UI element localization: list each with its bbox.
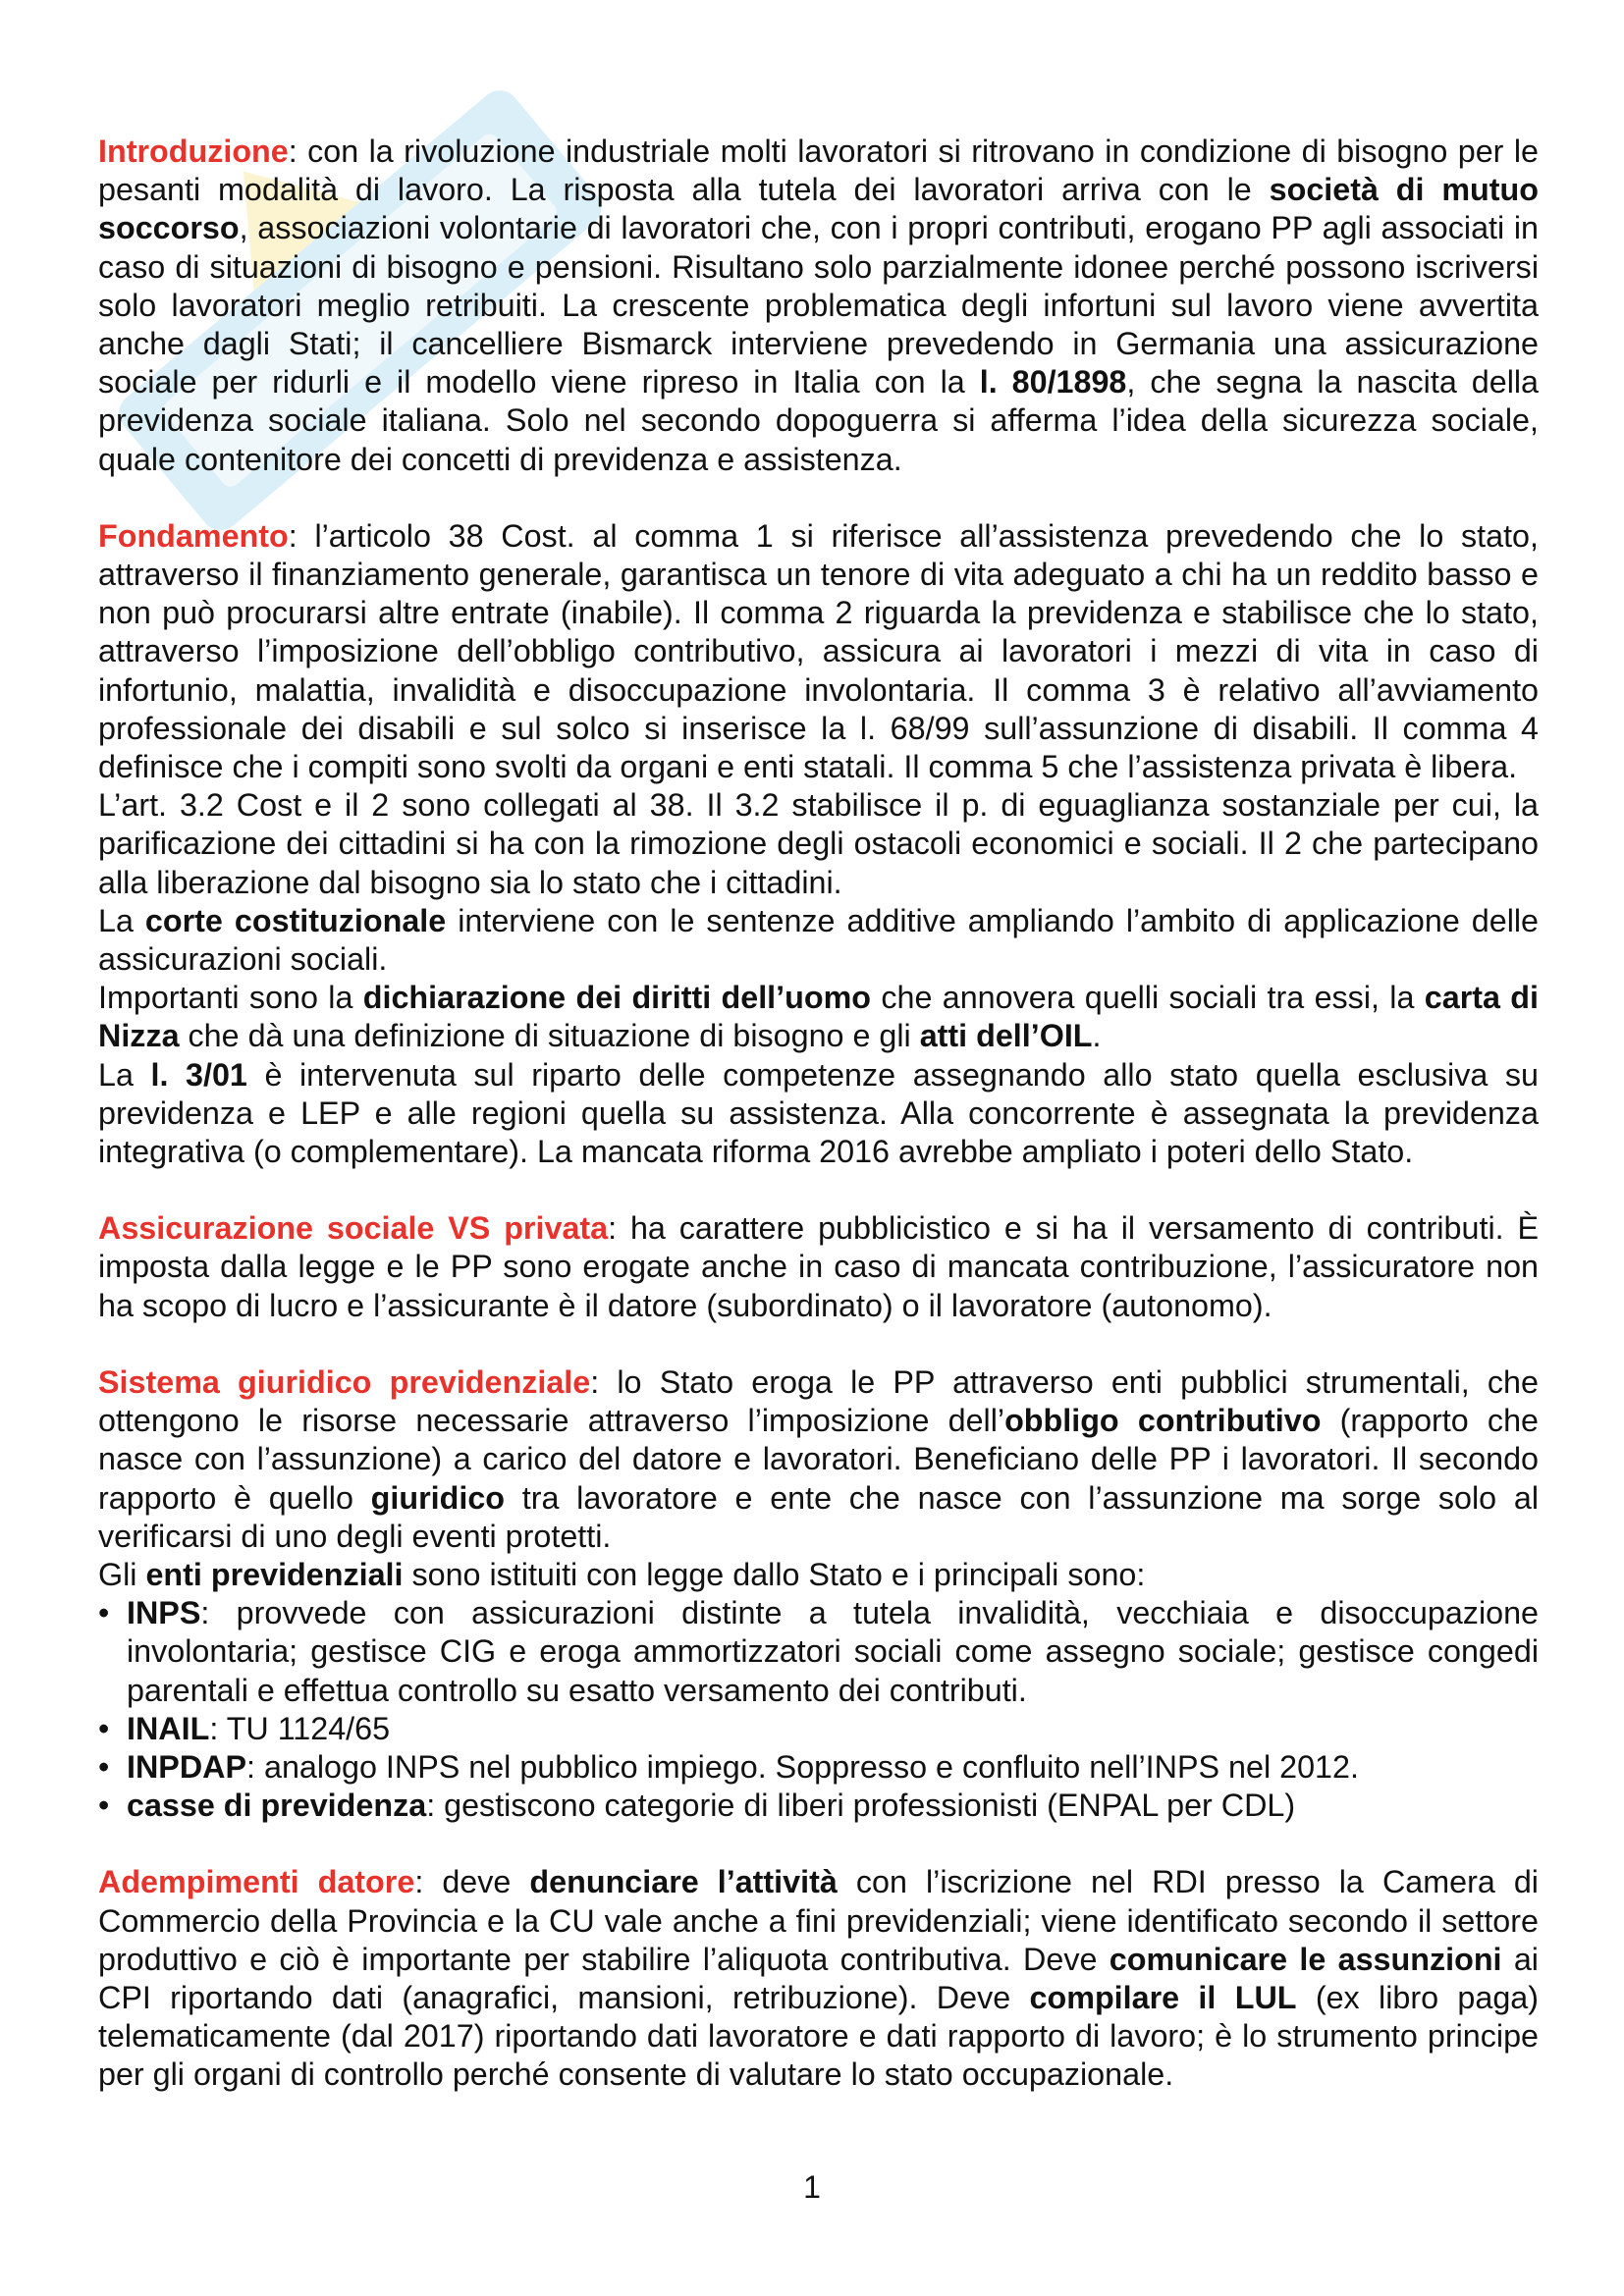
- paragraph-legge-3-01: La l. 3/01 è intervenuta sul riparto delle competenze assegnando allo stato quella esclusiva su previdenza e LEP e alle regioni quella su assistenza. Alla concorrente è assegnata la previdenza integrativa (o complementare). La mancata riforma 2016 avrebbe ampliato i poteri dello Stato.: [98, 1056, 1539, 1170]
- heading-fondamento: Fondamento: [98, 517, 289, 554]
- paragraph-enti: Gli enti previdenziali sono istituiti con legge dallo Stato e i principali sono:: [98, 1556, 1146, 1592]
- page-number: 1: [803, 2169, 821, 2205]
- list-item: • casse di previdenza: gestiscono categorie di liberi professionisti (ENPAL per CDL): [98, 1787, 1539, 1825]
- heading-sistema: Sistema giuridico previdenziale: [98, 1363, 591, 1400]
- paragraph-sistema: Sistema giuridico previdenziale: lo Stato eroga le PP attraverso enti pubblici strumentali, che ottengono le risorse necessarie attraverso l’imposizione dell’obbligo contributivo (rapporto che nasce con l’assunzione) a carico del datore e lavoratori. Beneficiano delle PP i lavoratori. Il secondo rapporto è quello giuridico tra lavoratore e ente che nasce con l’assunzione ma sorge solo al verificarsi di uno degli eventi protetti.: [98, 1363, 1539, 1554]
- paragraph-importanti: Importanti sono la dichiarazione dei diritti dell’uomo che annovera quelli sociali tra essi, la carta di Nizza che dà una definizione di situazione di bisogno e gli atti dell’OIL.: [98, 980, 1539, 1054]
- document-body: [98, 133, 1539, 2095]
- paragraph-assicurazione: Assicurazione sociale VS privata: ha carattere pubblicistico e si ha il versamento di contributi. È imposta dalla legge e le PP sono erogate anche in caso di mancata contribuzione, l’assicuratore non ha scopo di lucro e l’assicurante è il datore (subordinato) o il lavoratore (autonomo).: [98, 1210, 1540, 1323]
- paragraph-introduzione: Introduzione: con la rivoluzione industriale molti lavoratori si ritrovano in condizione di bisogno per le pesanti modalità di lavoro. La risposta alla tutela dei lavoratori arriva con le società di mutuo soccorso, associazioni volontarie di lavoratori che, con i propri contributi, erogano PP agli associati in caso di situazioni di bisogno e pensioni. Risultano solo parzialmente idonee perché possono iscriversi solo lavoratori meglio retribuiti. La crescente problematica degli infortuni sul lavoro viene avvertita anche dagli Stati; il cancelliere Bismarck interviene prevedendo in Germania una assicurazione sociale per ridurli e il modello viene ripreso in Italia con la l. 80/1898, che segna la nascita della previdenza sociale italiana. Solo nel secondo dopoguerra si afferma l’idea della sicurezza sociale, quale contenitore dei concetti di previdenza e assistenza.: [98, 133, 1540, 477]
- enti-list: [98, 1594, 1539, 1825]
- paragraph-corte-costituzionale: La corte costituzionale interviene con le sentenze additive ampliando l’ambito di applicazione delle assicurazioni sociali.: [98, 902, 1540, 978]
- list-item: • INPDAP: analogo INPS nel pubblico impiego. Soppresso e confluito nell’INPS nel 2012.: [98, 1748, 1539, 1787]
- paragraph-adempimenti: Adempimenti datore: deve denunciare l’attività con l’iscrizione nel RDI presso la Camera di Commercio della Provincia e la CU vale anche a fini previdenziali; viene identificato secondo il settore produttivo e ciò è importante per stabilire l’aliquota contributiva. Deve comunicare le assunzioni ai CPI riportando dati (anagrafici, mansioni, retribuzione). Deve compilare il LUL (ex libro paga) telematicamente (dal 2017) riportando dati lavoratore e dati rapporto di lavoro; è lo strumento principe per gli organi di controllo perché consente di valutare lo stato occupazionale.: [98, 1864, 1539, 2093]
- list-item: • INPS: provvede con assicurazioni distinte a tutela invalidità, vecchiaia e disoccupazione involontaria; gestisce CIG e eroga ammortizzatori sociali come assegno sociale; gestisce congedi parentali e effettua controllo su esatto versamento dei contributi.: [98, 1594, 1539, 1710]
- paragraph-art-3-2: L’art. 3.2 Cost e il 2 sono collegati al 38. Il 3.2 stabilisce il p. di eguaglianza sostanziale per cui, la parificazione dei cittadini si ha con la rimozione degli ostacoli economici e sociali. Il 2 che partecipano alla liberazione dal bisogno sia lo stato che i cittadini.: [98, 787, 1539, 900]
- heading-assicurazione: Assicurazione sociale VS privata: [98, 1210, 609, 1247]
- paragraph-fondamento: Fondamento: l’articolo 38 Cost. al comma 1 si riferisce all’assistenza prevedendo che lo stato, attraverso il finanziamento generale, garantisca un tenore di vita adeguato a chi ha un reddito basso e non può procurarsi altre entrate (inabile). Il comma 2 riguarda la previdenza e stabilisce che lo stato, attraverso l’imposizione dell’obbligo contributivo, assicura ai lavoratori i mezzi di vita in caso di infortunio, malattia, invalidità e disoccupazione involontaria. Il comma 3 è relativo all’avviamento professionale dei disabili e sul solco si inserisce la l. 68/99 sull’assunzione di disabili. Il comma 4 definisce che i compiti sono svolti da organi e enti statali. Il comma 5 che l’assistenza privata è libera.: [98, 517, 1539, 785]
- heading-adempimenti: Adempimenti datore: [98, 1864, 415, 1900]
- list-item: • INAIL: TU 1124/65: [98, 1710, 1539, 1748]
- heading-introduzione: Introduzione: [98, 133, 289, 169]
